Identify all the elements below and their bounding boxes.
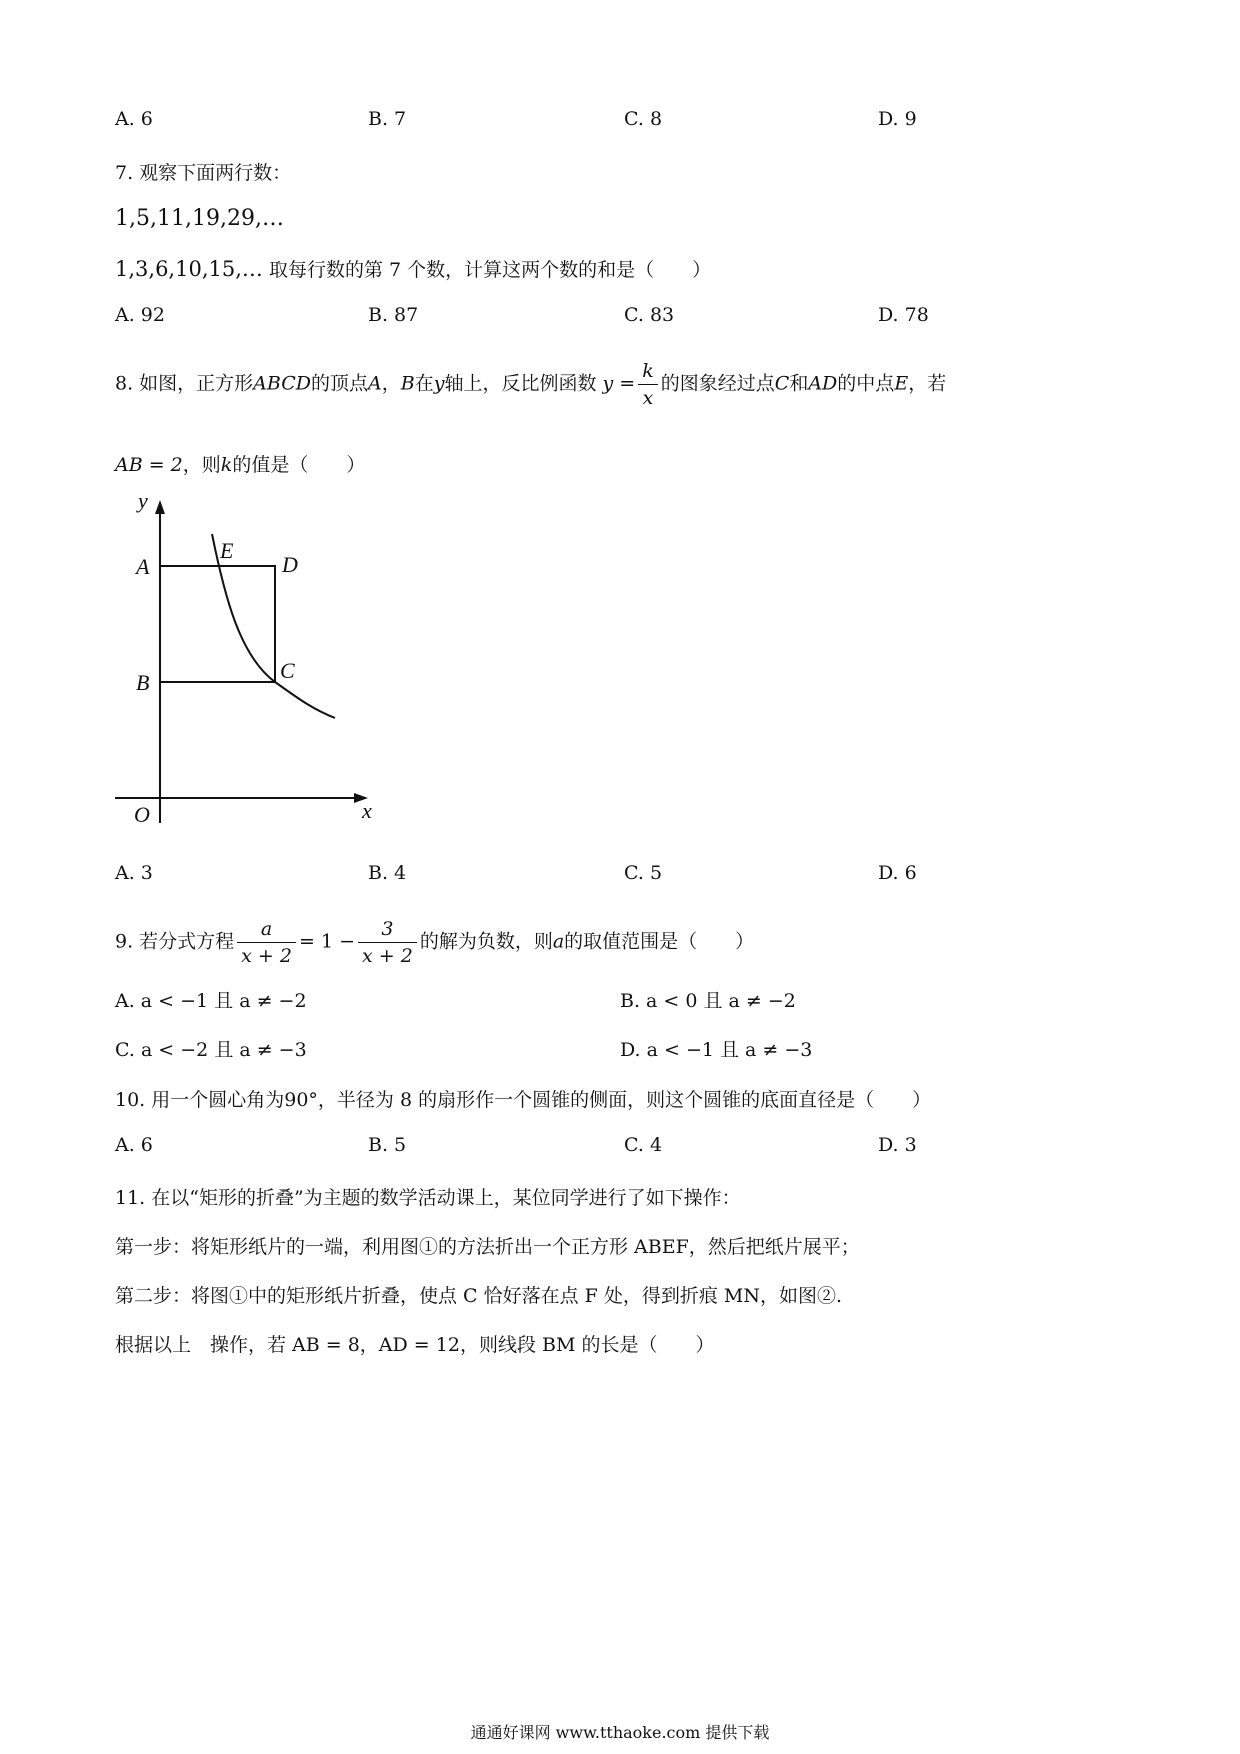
q9-prefix: 9. 若分式方程	[115, 930, 235, 953]
label-y: y	[138, 488, 148, 513]
q9-fraction-1-denominator: x + 2	[241, 945, 292, 967]
q8-square-name: ABCD	[253, 372, 311, 395]
q8-y-axis-var: y	[433, 372, 445, 395]
q9-option-a: A. a < −1 且 a ≠ −2	[115, 990, 307, 1012]
q8-text-6: 的中点	[837, 372, 895, 395]
q9-fraction-2	[358, 918, 417, 967]
q6-option-a: A. 6	[115, 108, 153, 130]
q8-question-end: 的值是（ ）	[232, 454, 366, 476]
q8-segment-ad: AD	[808, 372, 838, 395]
q8-text-8: ，则	[182, 454, 221, 476]
q8-condition: AB = 2	[115, 454, 183, 476]
q7-row2-question: 取每行数的第 7 个数，计算这两个数的和是（ ）	[262, 259, 712, 281]
q9-suffix: 的解为负数，则	[419, 930, 553, 953]
q8-text-4: 的图象经过点	[660, 372, 775, 395]
q8-point-a: A	[368, 372, 382, 395]
q8-k-var: k	[220, 454, 233, 476]
q9-option-b: B. a < 0 且 a ≠ −2	[620, 990, 796, 1012]
q11-line4: 根据以上 操作，若 AB = 8，AD = 12，则线段 BM 的长是（ ）	[115, 1334, 715, 1356]
q8-text-1: 的顶点	[310, 372, 368, 395]
q9-stem	[115, 918, 754, 967]
label-o: O	[134, 802, 150, 827]
label-d: D	[282, 552, 298, 577]
q8-fraction-numerator: k	[638, 360, 658, 385]
q7-row1: 1,5,11,19,29,…	[115, 206, 284, 231]
q8-prefix: 8. 如图，正方形	[115, 372, 254, 395]
page-footer: 通通好课网 www.tthaoke.com 提供下载	[470, 1723, 770, 1742]
label-c: C	[280, 658, 295, 683]
q8-option-d: D. 6	[878, 862, 917, 884]
q8-stem-line2	[115, 450, 365, 477]
q7-row2-sequence: 1,3,6,10,15,…	[115, 257, 263, 281]
q9-equals-part: = 1 −	[298, 930, 355, 953]
q8-point-c: C	[774, 372, 790, 395]
q9-fraction-2-numerator: 3	[358, 918, 417, 943]
q6-option-d: D. 9	[878, 108, 917, 130]
q9-fraction-2-denominator: x + 2	[362, 945, 413, 967]
q7-option-a: A. 92	[115, 304, 165, 326]
q11-line1: 11. 在以“矩形的折叠”为主题的数学活动课上，某位同学进行了如下操作：	[115, 1187, 741, 1209]
q8-option-c: C. 5	[624, 862, 663, 884]
q9-option-c: C. a < −2 且 a ≠ −3	[115, 1039, 307, 1061]
q8-function-left: y =	[602, 372, 636, 395]
y-axis-arrow	[155, 500, 165, 514]
q8-text-3: 轴上，反比例函数	[444, 372, 597, 395]
q10-option-b: B. 5	[368, 1134, 407, 1156]
q10-option-c: C. 4	[624, 1134, 663, 1156]
q8-figure	[110, 488, 390, 828]
q9-fraction-1	[237, 918, 296, 967]
label-a: A	[136, 554, 150, 579]
label-x: x	[362, 798, 372, 823]
q8-option-a: A. 3	[115, 862, 153, 884]
q8-function-fraction	[638, 360, 658, 409]
q6-option-c: C. 8	[624, 108, 663, 130]
q11-line3: 第二步：将图①中的矩形纸片折叠，使点 C 恰好落在点 F 处，得到折痕 MN，如图②.	[115, 1285, 843, 1307]
q11-line2: 第一步：将矩形纸片的一端，利用图①的方法折出一个正方形 ABEF，然后把纸片展平；	[115, 1236, 860, 1258]
q9-question-end: 的取值范围是（ ）	[564, 930, 755, 953]
q8-fraction-denominator: x	[642, 387, 654, 409]
q7-row2	[115, 255, 711, 282]
q7-option-b: B. 87	[368, 304, 419, 326]
q7-option-c: C. 83	[624, 304, 675, 326]
q8-text-7: ，若	[908, 372, 947, 395]
q10-option-a: A. 6	[115, 1134, 153, 1156]
q9-fraction-1-numerator: a	[237, 918, 296, 943]
label-e: E	[220, 538, 234, 563]
q6-option-b: B. 7	[368, 108, 407, 130]
q9-option-d: D. a < −1 且 a ≠ −3	[620, 1039, 813, 1061]
q7-stem: 7. 观察下面两行数：	[115, 162, 292, 184]
q8-comma: ，	[381, 372, 401, 395]
q8-text-5: 和	[789, 372, 809, 395]
q10-stem: 10. 用一个圆心角为90°，半径为 8 的扇形作一个圆锥的侧面，则这个圆锥的底面直径是（ ）	[115, 1089, 932, 1111]
q8-point-e: E	[894, 372, 909, 395]
q8-option-b: B. 4	[368, 862, 407, 884]
q8-point-b: B	[400, 372, 415, 395]
q8-text-2: 在	[414, 372, 434, 395]
label-b: B	[136, 670, 150, 695]
q9-a-var: a	[552, 930, 565, 953]
q7-option-d: D. 78	[878, 304, 929, 326]
q8-stem-line1	[115, 360, 946, 409]
q10-option-d: D. 3	[878, 1134, 917, 1156]
